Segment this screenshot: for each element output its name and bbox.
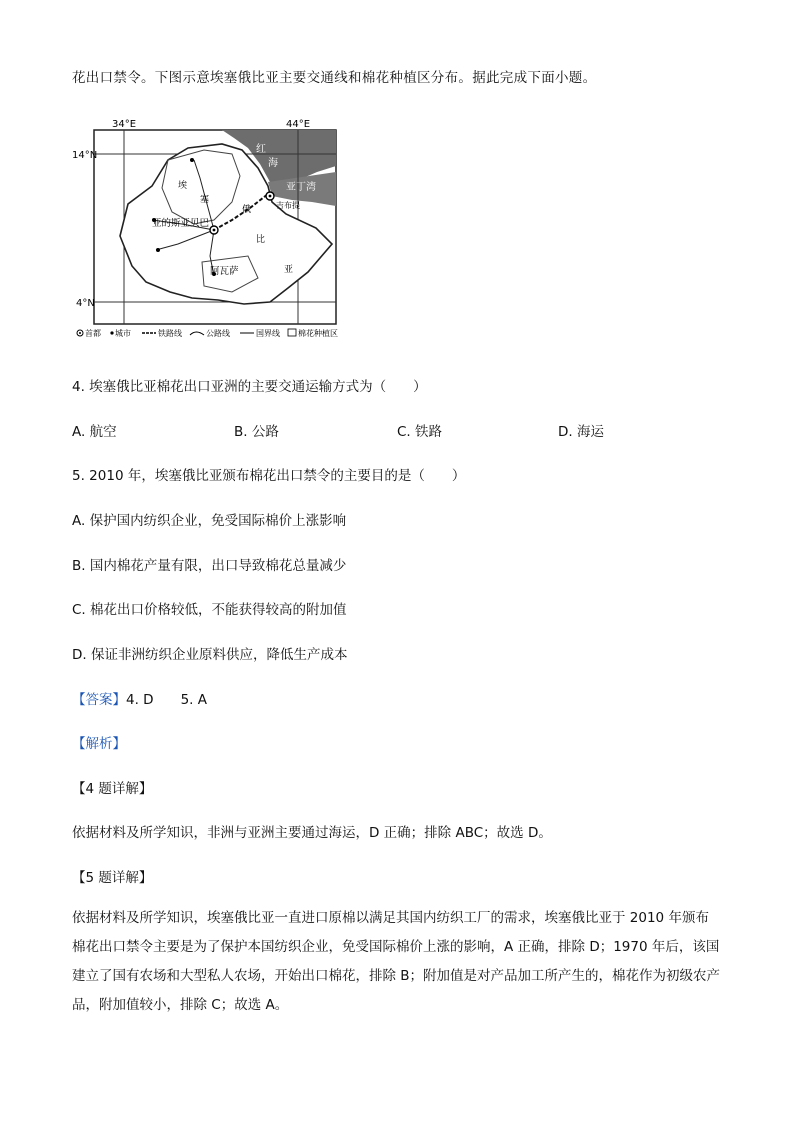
ethiopia-map [72,116,372,348]
q5-option-c[interactable]: C. 棉花出口价格较低，不能获得较高的附加值 [72,602,347,618]
answer-line [72,688,207,708]
q5-option-d[interactable]: D. 保证非洲纺织企业原料供应，降低生产成本 [72,647,348,663]
q5-option-b[interactable]: B. 国内棉花产量有限，出口导致棉花总量减少 [72,558,347,574]
answer-tag: 【答案】 [72,692,126,708]
city-marker [190,158,194,162]
city-marker [156,248,160,252]
legend-border: 国界线 [256,329,280,338]
q5-stem: 5. 2010 年，埃塞俄比亚颁布棉花出口禁令的主要目的是（ ） [72,468,466,484]
lon-right-label: 44°E [286,119,311,130]
lon-left-label: 34°E [112,119,137,130]
legend-cotton: 棉花种植区 [298,329,338,338]
q4-option-d[interactable]: D. 海运 [558,424,604,440]
port-label: 吉布提 [276,201,300,210]
d4-title: 【4 题详解】 [72,781,153,797]
analysis-tag: 【解析】 [72,736,126,752]
answer-text: 4. D 5. A [126,692,207,708]
legend-highway: 公路线 [206,329,230,338]
sea-label: 海 [268,158,278,169]
region-label: 俄 [242,205,252,215]
city-label: 阿瓦萨 [210,266,239,277]
region-label: 亚 [284,265,294,275]
gulf-label: 亚丁湾 [286,182,316,193]
region-label: 比 [256,235,266,245]
sea-label: 红 [256,144,266,155]
d5-title: 【5 题详解】 [72,870,153,886]
q4-option-b[interactable]: B. 公路 [234,424,279,440]
q4-stem: 4. 埃塞俄比亚棉花出口亚洲的主要交通运输方式为（ ） [72,379,427,395]
d5-text: 依据材料及所学知识，埃塞俄比亚一直进口原棉以满足其国内纺织工厂的需求，埃塞俄比亚于 2010 年颁布棉花出口禁令主要是为了保护本国纺织企业，免受国际棉价上涨的影响，A 正确，排除 D；1970 年后，该国建立了国有农场和大型私人农场，开始出口棉花，排除 B；附加值是对产品加工所产生的，棉花作为初级农产品，附加值较小，排除 C；故选 A。 [72,910,721,1013]
lat-bottom-label: 4°N [76,298,95,309]
legend-city: 城市 [115,329,131,338]
lat-top-label: 14°N [72,150,98,161]
d4-text: 依据材料及所学知识，非洲与亚洲主要通过海运，D 正确；排除 ABC；故选 D。 [72,825,552,841]
legend-railway: 铁路线 [158,329,182,338]
region-label: 塞 [200,195,210,205]
region-label: 埃 [178,181,188,191]
legend-capital: 首都 [85,329,101,338]
q4-option-c[interactable]: C. 铁路 [397,424,443,440]
intro-text: 花出口禁令。下图示意埃塞俄比亚主要交通线和棉花种植区分布。据此完成下面小题。 [72,70,597,86]
q5-option-a[interactable]: A. 保护国内纺织企业，免受国际棉价上涨影响 [72,513,347,529]
capital-label: 亚的斯亚贝巴 [152,218,210,229]
q4-option-a[interactable]: A. 航空 [72,424,117,440]
map-legend [77,328,338,338]
